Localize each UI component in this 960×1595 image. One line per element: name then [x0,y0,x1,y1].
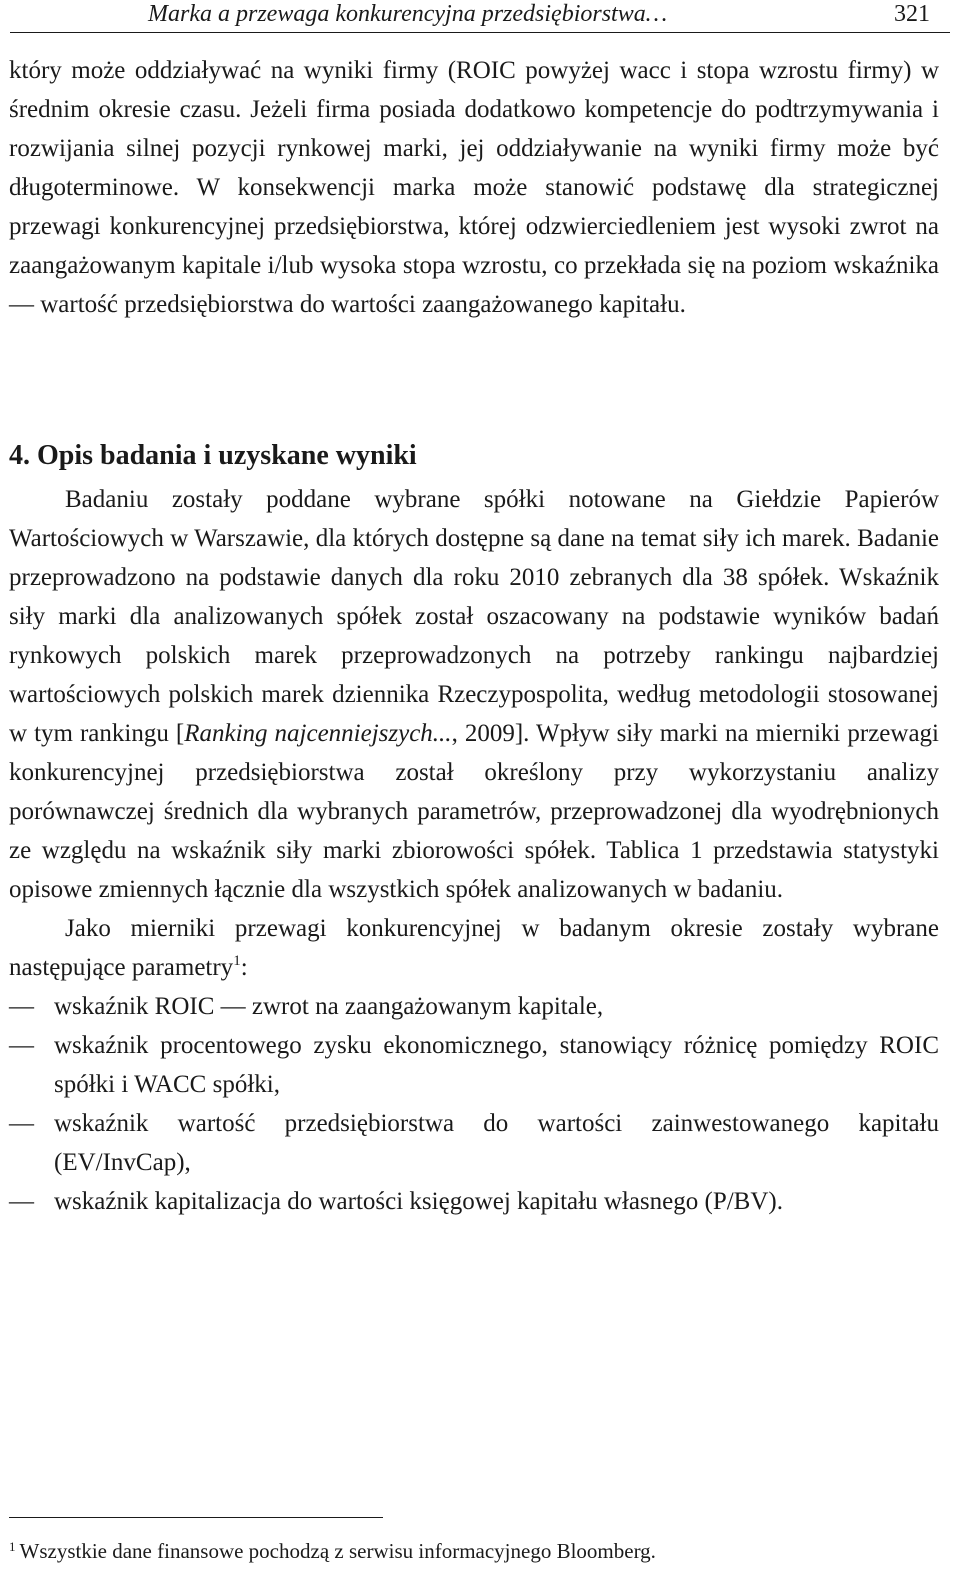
list-item-text: wskaźnik ROIC — zwrot na zaangażowanym kapitale, [54,993,604,1020]
body-paragraph-1 [9,480,939,909]
section-heading: 4. Opis badania i uzyskane wyniki [9,440,417,471]
citation-title: Ranking najcenniejszych... [184,720,452,747]
dash-bullet: — [9,1032,34,1059]
list-item-text: wskaźnik wartość przedsiębiorstwa do wartości zainwestowanego kapitału (EV/InvCap), [54,1110,939,1176]
body-paragraph-1-text: Badaniu zostały poddane wybrane spółki notowane na Giełdzie Papierów Wartościowych w Warszawie, dla których dostępne są dane na temat siły ich marek. Badanie przeprowadzono na podstawie danych dla roku 2010 zebranych dla 38 spółek. Wskaźnik siły marki dla analizowanych spółek został oszacowany na podstawie wyników badań rynkowych polskich marek przeprowadzonych na potrzeby rankingu najbardziej wartościowych polskich marek dziennika Rzeczypospolita, według metodologii stosowanej w tym rankingu [ [9,486,939,747]
metrics-list [9,987,939,1221]
footnote-divider [9,1517,383,1518]
footnote-reference[interactable]: 1 [233,953,241,969]
intro-paragraph: który może oddziaływać na wyniki firmy (ROIC powyżej wacc i stopa wzrostu firmy) w średnim okresie czasu. Jeżeli firma posiada dodatkowo kompetencje do podtrzymywania i rozwijania silnej pozycji rynkowej marki, jej oddziaływanie na wyniki firmy może być długoterminowe. W konsekwencji marka może stanowić podstawę dla strategicznej przewagi konkurencyjnej przedsiębiorstwa, której odzwierciedleniem jest wysoki zwrot na zaangażowanym kapitale i/lub wysoka stopa wzrostu, co przekłada się na poziom wskaźnika — wartość przedsiębiorstwa do wartości zaangażowanego kapitału. [9,57,939,318]
dash-bullet: — [9,1188,34,1215]
list-item-text: wskaźnik procentowego zysku ekonomicznego, stanowiący różnicę pomiędzy ROIC spółki i WACC spółki, [54,1032,939,1098]
body-paragraph-2-text: Jako mierniki przewagi konkurencyjnej w badanym okresie zostały wybrane następujące parametry [9,915,939,981]
list-item [9,1104,939,1182]
dash-bullet: — [9,1110,34,1137]
list-item-text: wskaźnik kapitalizacja do wartości księgowej kapitału własnego (P/BV). [54,1188,783,1215]
dash-bullet: — [9,993,34,1020]
list-item [9,987,939,1026]
running-header [10,0,950,33]
list-item [9,1182,939,1221]
body-paragraph-1-continuation: , 2009]. Wpływ siły marki na mierniki przewagi konkurencyjnej przedsiębiorstwa został określony przy wykorzystaniu analizy porównawczej średnich dla wybranych parametrów, przeprowadzonej dla wyodrębnionych ze względu na wskaźnik siły marki zbiorowości spółek. Tablica 1 przedstawia statystyki opisowe zmiennych łącznie dla wszystkich spółek analizowanych w badaniu. [9,720,939,903]
footnote [9,1536,939,1566]
body-paragraph-2 [9,909,939,987]
list-item [9,1026,939,1104]
section-body [9,480,939,1221]
footnote-text: Wszystkie dane finansowe pochodzą z serwisu informacyjnego Bloomberg. [19,1539,656,1563]
body-paragraph-2-colon: : [240,954,248,981]
footnote-mark: 1 [9,1539,16,1554]
page-number: 321 [894,1,930,27]
running-title: Marka a przewaga konkurencyjna przedsiębiorstwa… [148,1,668,27]
intro-text-block [9,51,939,324]
